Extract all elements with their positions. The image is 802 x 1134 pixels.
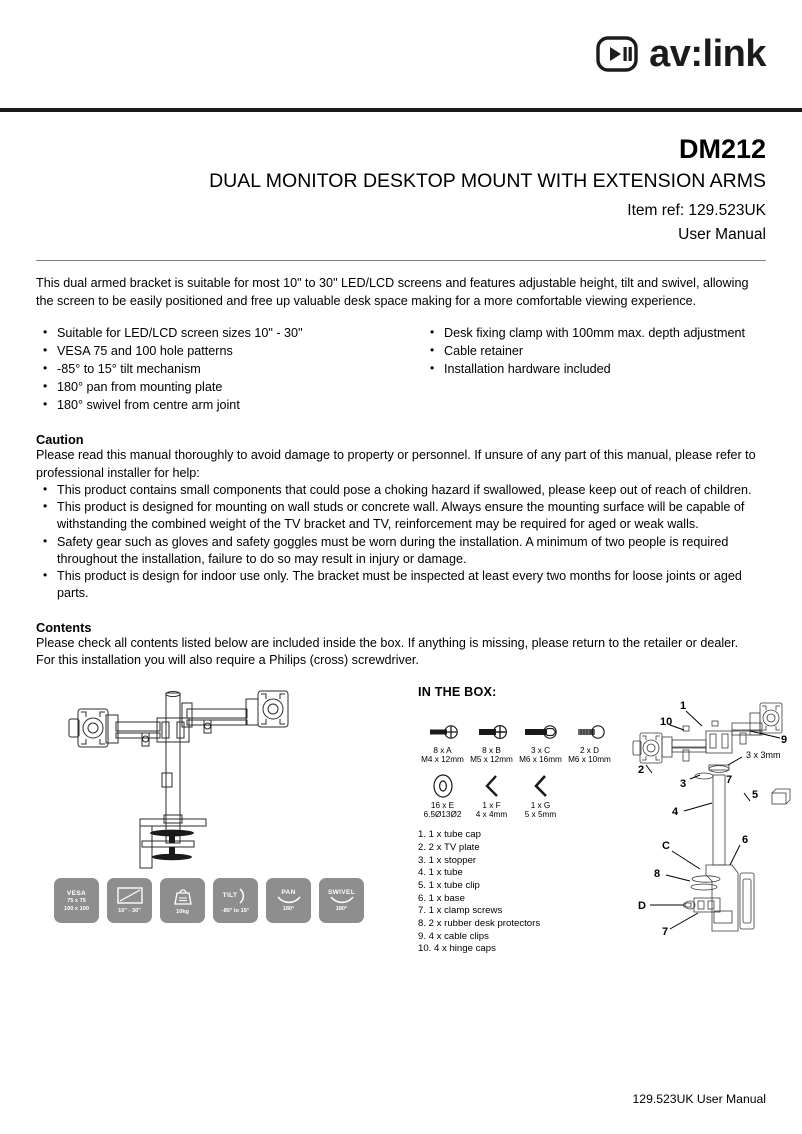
hardware-qty: 2 x D <box>579 746 600 756</box>
hardware-item-d <box>565 719 614 764</box>
hardware-spec: M4 x 12mm <box>421 755 464 765</box>
weight-icon <box>173 887 193 906</box>
list-item: • Suitable for LED/LCD screen sizes 10" - 30" <box>36 325 401 342</box>
list-item: • This product is designed for mounting on wall studs or concrete wall. Always ensure the mounting surface will be capable of withstanding the combined weight of the TV bracket and TV, reinforcement may be required for aged or weak walls. <box>36 499 766 534</box>
title-block <box>36 112 766 244</box>
hardware-spec: M5 x 12mm <box>470 755 513 765</box>
hardware-item-c <box>516 719 565 764</box>
contents-heading: Contents <box>36 619 92 635</box>
list-item: • 180° swivel from centre arm joint <box>36 397 401 414</box>
weight-badge <box>160 878 205 923</box>
exploded-label-7: 7 <box>662 926 669 939</box>
exploded-label-9: 9 <box>781 734 788 747</box>
vesa-badge-sub1: 75 x 75 <box>67 898 86 905</box>
vesa-badge-title: VESA <box>66 889 87 897</box>
swivel-icon <box>330 896 354 905</box>
hardware-qty: 3 x C <box>530 746 551 756</box>
exploded-label-screw-note: 3 x 3mm <box>746 750 781 761</box>
screen-size-badge <box>107 878 152 923</box>
list-item: 4. 1 x tube <box>418 867 463 879</box>
hardware-qty: 16 x E <box>430 801 455 811</box>
hardware-row-1 <box>418 719 614 764</box>
hardware-qty: 1 x F <box>482 801 501 811</box>
contents-line-2: For this installation you will also require a Philips (cross) screwdriver. <box>36 653 419 668</box>
exploded-label-4: 4 <box>672 806 679 819</box>
hardware-item-g <box>516 772 565 819</box>
exploded-label-2: 2 <box>638 764 645 777</box>
features-right-list <box>423 325 766 378</box>
exploded-label-1: 1 <box>680 700 687 713</box>
features-right-column <box>401 325 766 415</box>
swivel-badge-title: SWIVEL <box>327 889 356 897</box>
caution-list <box>36 482 766 603</box>
hex-bolt-icon <box>516 719 565 745</box>
title-underline <box>36 260 766 261</box>
list-item: 9. 4 x cable clips <box>418 930 489 942</box>
tilt-badge-title: TILT <box>222 892 238 900</box>
features-left-list <box>36 325 401 414</box>
exploded-label-8: 8 <box>654 868 661 881</box>
hardware-spec: 6.5Ø13Ø2 <box>423 810 462 820</box>
list-item: • VESA 75 and 100 hole patterns <box>36 343 401 360</box>
product-illustration <box>54 689 374 874</box>
document-type: User Manual <box>678 226 766 244</box>
exploded-label-5: 5 <box>752 789 759 802</box>
play-pause-icon <box>595 32 639 76</box>
tilt-badge <box>213 878 258 923</box>
list-item: • This product is design for indoor use only. The bracket must be inspected at least every two months for loose joints or aged parts. <box>36 568 766 603</box>
list-item: 7. 1 x clamp screws <box>418 905 503 917</box>
exploded-diagram <box>628 693 802 968</box>
pan-icon <box>277 896 301 905</box>
hardware-spec: 5 x 5mm <box>524 810 557 820</box>
pan-badge <box>266 878 311 923</box>
hardware-qty: 8 x A <box>433 746 452 756</box>
list-item: • Cable retainer <box>423 343 766 360</box>
avlink-logo <box>595 32 766 76</box>
hex-bolt-short-icon <box>565 719 614 745</box>
weight-badge-sub1: 10kg <box>176 908 189 915</box>
vesa-badge-sub2: 100 x 100 <box>64 905 89 912</box>
page-footer: 129.523UK User Manual <box>632 1092 766 1106</box>
contents-illustration-area <box>36 685 788 975</box>
hardware-spec: 4 x 4mm <box>475 810 508 820</box>
tilt-badge-sub1: -85° to 15° <box>221 907 250 914</box>
feature-badges <box>54 878 364 923</box>
hardware-qty: 8 x B <box>482 746 501 756</box>
pan-badge-sub1: 180° <box>282 906 295 913</box>
caution-intro: Please read this manual thoroughly to avoid damage to property or personnel. If unsure of any part of this manual, please refer to professional installer for help: <box>36 448 756 480</box>
list-item: 2. 2 x TV plate <box>418 842 480 854</box>
exploded-label-10: 10 <box>660 716 673 729</box>
hardware-row-2 <box>418 772 614 819</box>
tilt-icon <box>239 888 248 904</box>
washer-icon <box>418 772 467 800</box>
list-item: 3. 1 x stopper <box>418 854 477 866</box>
pan-badge-title: PAN <box>281 889 296 897</box>
list-item: 6. 1 x base <box>418 892 465 904</box>
list-item: • This product contains small components that could pose a choking hazard if swallowed, please keep out of reach of children. <box>36 482 766 499</box>
exploded-label-6: 6 <box>742 834 749 847</box>
swivel-badge-sub1: 180° <box>335 906 348 913</box>
hardware-item-a <box>418 719 467 764</box>
in-the-box-section <box>418 685 614 956</box>
list-item: • 180° pan from mounting plate <box>36 379 401 396</box>
exploded-label-3: 3 <box>680 778 687 791</box>
item-reference: Item ref: 129.523UK <box>627 202 766 220</box>
intro-paragraph: This dual armed bracket is suitable for most 10" to 30" LED/LCD screens and features adjustable height, tilt and swivel, allowing the screen to be easily positioned and free up valuable desk space making for a more comfortable viewing experience. <box>36 276 749 309</box>
hardware-item-f <box>467 772 516 819</box>
product-model: DM212 <box>678 134 766 164</box>
list-item: • Desk fixing clamp with 100mm max. depth adjustment <box>423 325 766 342</box>
brand-name: av:link <box>649 33 766 75</box>
hardware-item-b <box>467 719 516 764</box>
features-section <box>36 325 766 415</box>
product-subtitle: DUAL MONITOR DESKTOP MOUNT WITH EXTENSION ARMS <box>209 170 766 193</box>
hardware-item-e <box>418 772 467 819</box>
exploded-label-7b: 7 <box>726 774 733 787</box>
parts-list <box>418 829 614 956</box>
list-item: • -85° to 15° tilt mechanism <box>36 361 401 378</box>
list-item: • Installation hardware included <box>423 361 766 378</box>
in-the-box-title: IN THE BOX: <box>418 685 497 700</box>
hardware-spacer <box>565 772 614 819</box>
vesa-badge <box>54 878 99 923</box>
swivel-badge <box>319 878 364 923</box>
caution-heading: Caution <box>36 432 84 448</box>
hardware-spec: M6 x 10mm <box>568 755 611 765</box>
exploded-label-C: C <box>662 840 670 853</box>
exploded-label-D: D <box>638 900 646 913</box>
hardware-spec: M6 x 16mm <box>519 755 562 765</box>
list-item: 8. 2 x rubber desk protectors <box>418 917 541 929</box>
allen-key-icon <box>516 772 565 800</box>
brand-header <box>36 0 766 108</box>
allen-key-icon <box>467 772 516 800</box>
list-item: 1. 1 x tube cap <box>418 829 481 841</box>
list-item: 10. 4 x hinge caps <box>418 943 496 955</box>
hardware-qty: 1 x G <box>530 801 551 811</box>
list-item: • Safety gear such as gloves and safety goggles must be worn during the installation. A minimum of two people is required throughout the installation, failure to do so may result in injury or damage. <box>36 534 766 569</box>
contents-line-1: Please check all contents listed below are included inside the box. If anything is missing, please return to the retailer or dealer. <box>36 635 739 650</box>
screen-size-badge-sub1: 10" - 30" <box>118 908 141 915</box>
screen-icon <box>117 887 143 904</box>
list-item: 5. 1 x tube clip <box>418 880 480 892</box>
pan-head-screw-icon <box>418 719 467 745</box>
pan-head-screw-icon <box>467 719 516 745</box>
features-left-column <box>36 325 401 415</box>
